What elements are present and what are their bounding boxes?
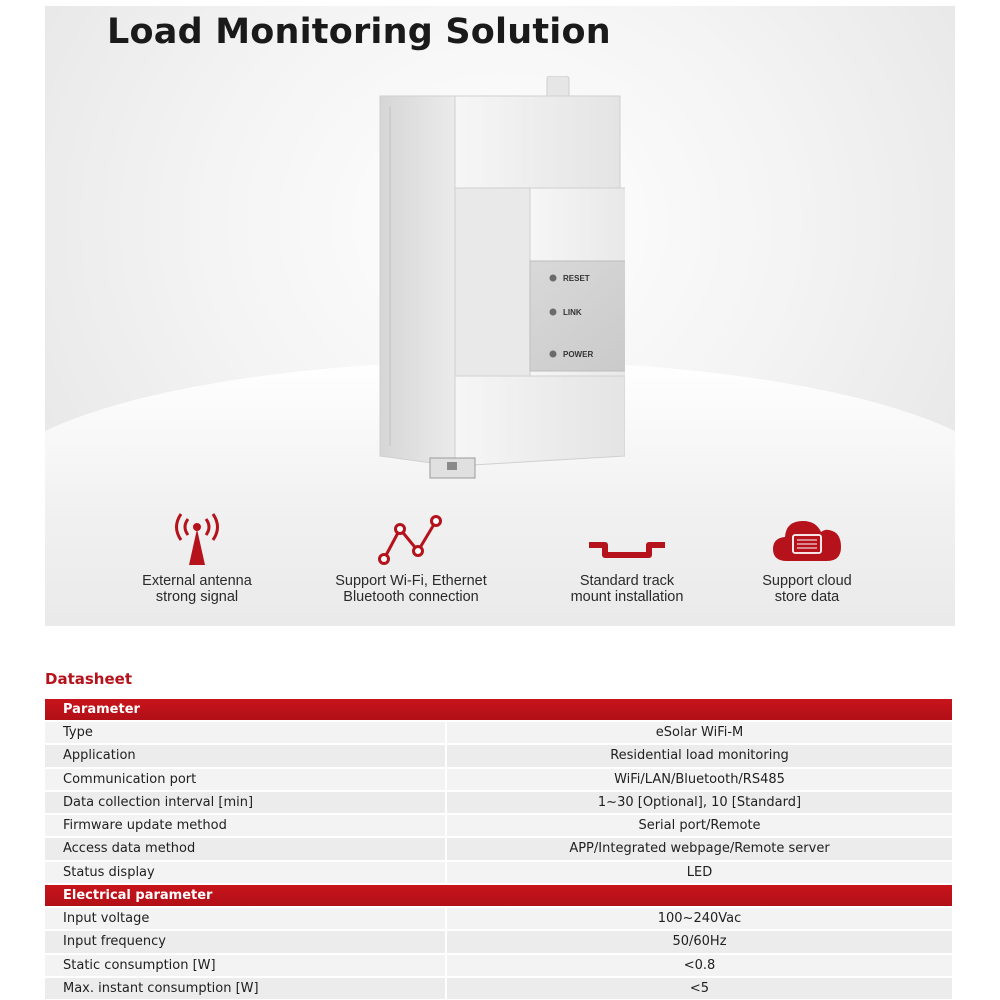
table-row [45,769,952,790]
feature-connectivity-line2: Bluetooth connection [343,589,479,605]
section-electrical-rows [45,908,952,999]
connection-graph-icon [376,511,446,567]
section-parameter-rows [45,722,952,883]
feature-list [45,511,955,621]
table-row [45,955,952,976]
row-value: 1~30 [Optional], 10 [Standard] [447,792,952,813]
table-row [45,931,952,952]
table-row [45,815,952,836]
row-value: <5 [447,978,952,999]
feature-connectivity [301,511,521,605]
reset-label: RESET [563,274,590,283]
link-led-icon [550,309,557,316]
row-value: WiFi/LAN/Bluetooth/RS485 [447,769,952,790]
table-row [45,908,952,929]
feature-cloud-line2: store data [774,589,840,605]
feature-antenna [87,511,307,605]
page-title: Load Monitoring Solution [107,12,611,52]
row-label: Type [45,722,445,743]
row-value: eSolar WiFi-M [447,722,952,743]
power-label: POWER [563,350,594,359]
row-label: Data collection interval [min] [45,792,445,813]
row-label: Communication port [45,769,445,790]
row-label: Access data method [45,838,445,859]
feature-antenna-line1: External antenna [142,573,252,589]
table-row [45,978,952,999]
device-illustration [325,76,625,486]
din-rail-icon [585,511,669,567]
row-label: Application [45,745,445,766]
row-value: LED [447,862,952,883]
feature-din-rail-line1: Standard track [579,573,675,589]
feature-antenna-line2: strong signal [155,589,239,605]
table-row [45,862,952,883]
table-row [45,792,952,813]
feature-cloud-line1: Support cloud [762,573,852,589]
row-value: 100~240Vac [447,908,952,929]
row-label: Firmware update method [45,815,445,836]
product-hero-panel [45,6,955,626]
feature-connectivity-line1: Support Wi-Fi, Ethernet [335,573,487,589]
table-row [45,745,952,766]
link-label: LINK [563,308,582,317]
datasheet-table [45,699,952,1000]
row-label: Static consumption [W] [45,955,445,976]
row-label: Input voltage [45,908,445,929]
row-value: Residential load monitoring [447,745,952,766]
row-value: 50/60Hz [447,931,952,952]
row-label: Input frequency [45,931,445,952]
row-value: <0.8 [447,955,952,976]
power-led-icon [550,351,557,358]
section-header-electrical: Electrical parameter [45,885,952,906]
reset-led-icon [550,275,557,282]
section-header-parameter: Parameter [45,699,952,720]
cloud-icon [769,511,845,567]
feature-cloud [697,511,917,605]
row-label: Status display [45,862,445,883]
table-row [45,722,952,743]
row-value: APP/Integrated webpage/Remote server [447,838,952,859]
datasheet-title: Datasheet [45,670,132,688]
row-label: Max. instant consumption [W] [45,978,445,999]
table-row [45,838,952,859]
antenna-icon [167,511,227,567]
row-value: Serial port/Remote [447,815,952,836]
feature-din-rail-line2: mount installation [570,589,684,605]
